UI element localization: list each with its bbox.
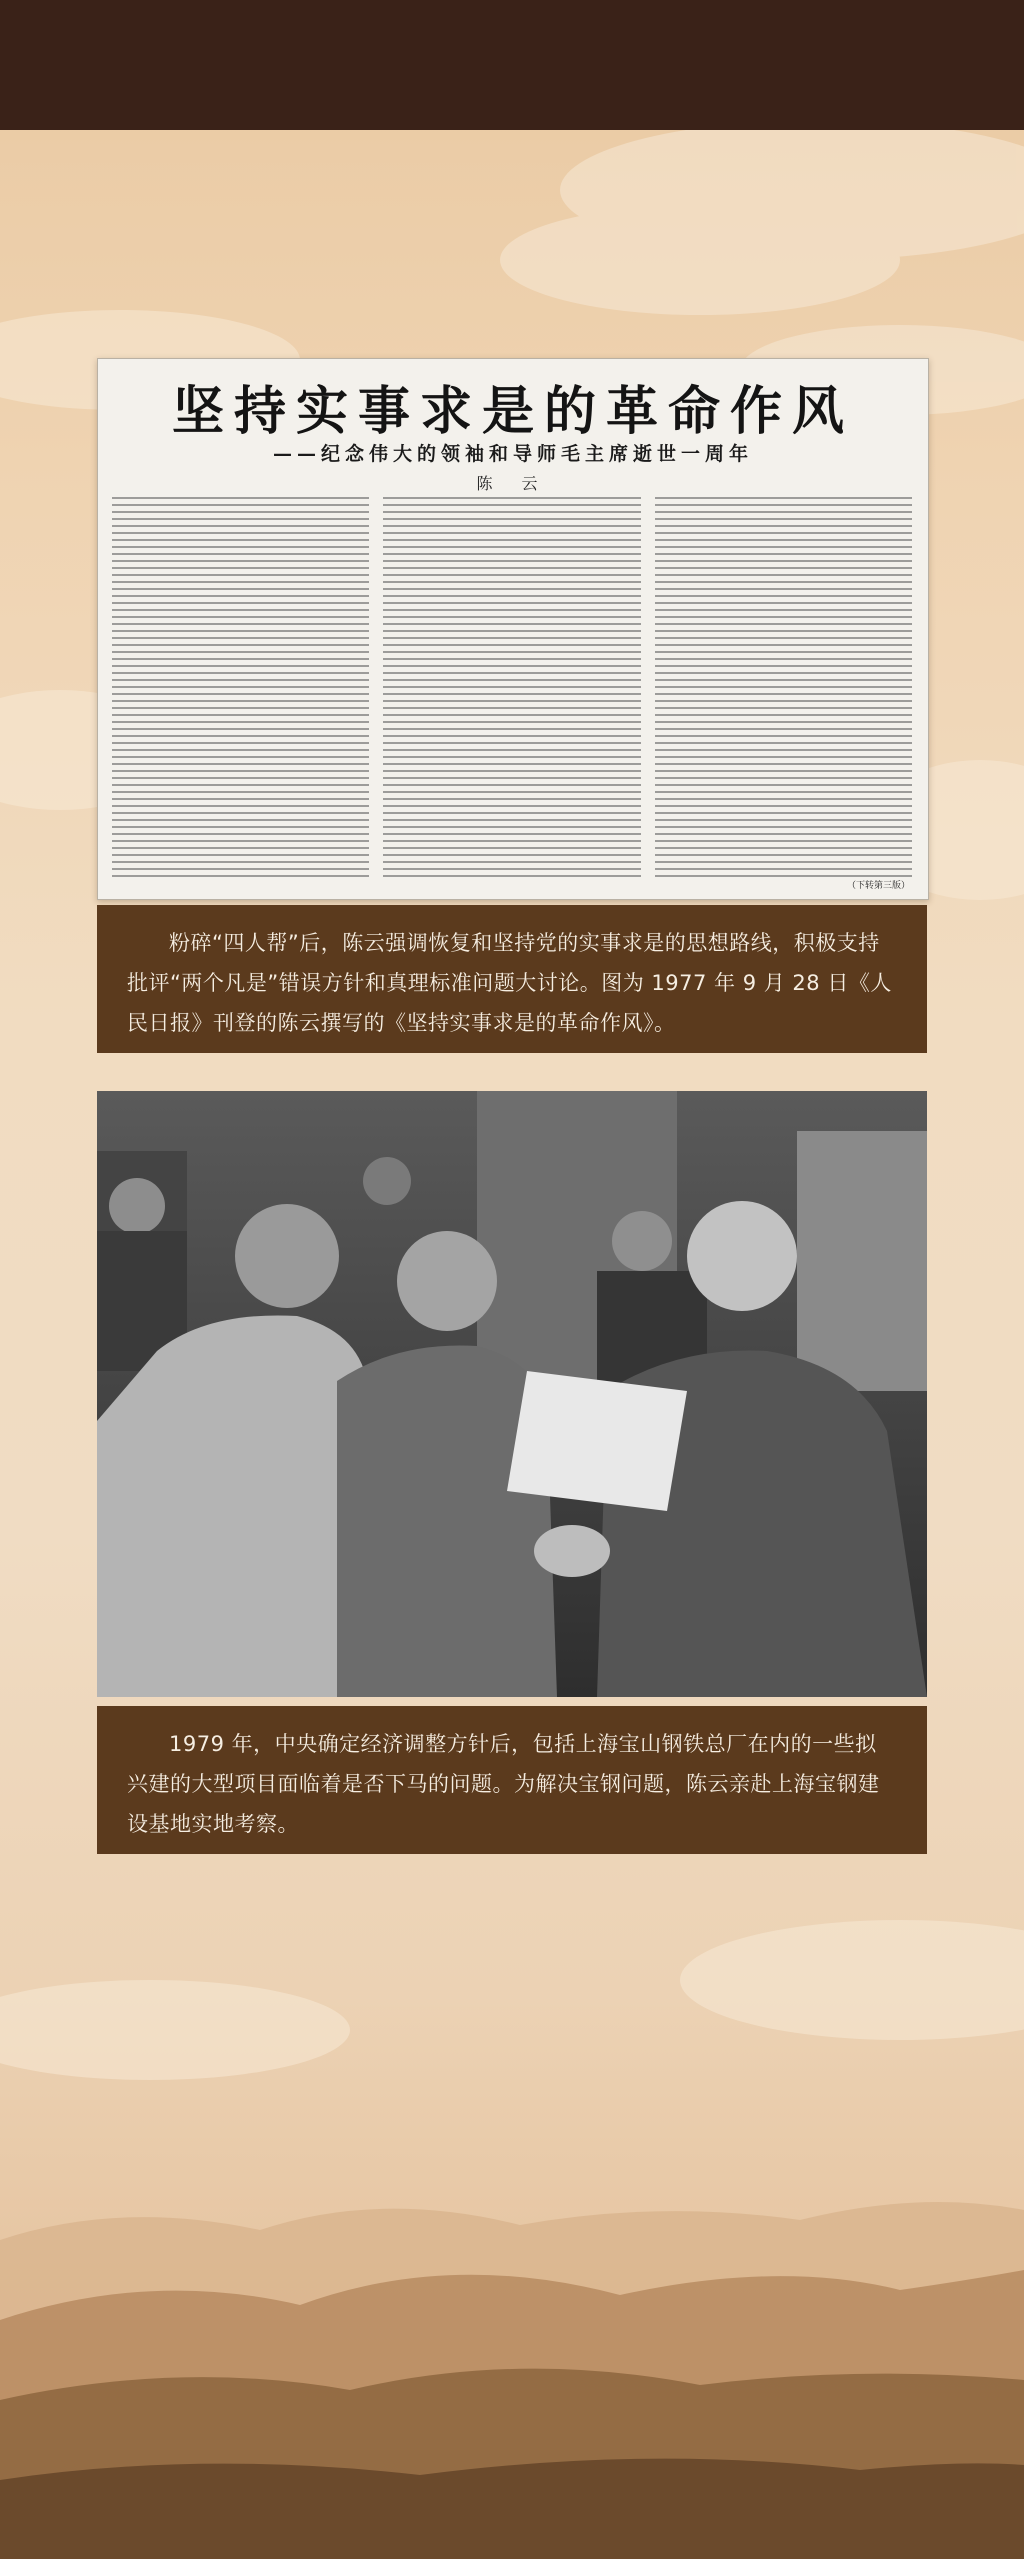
mountain-landscape [0, 2130, 1024, 2559]
historical-photo [97, 1091, 927, 1697]
newspaper-column [383, 497, 640, 877]
caption-text: 1979 年，中央确定经济调整方针后，包括上海宝山钢铁总厂在内的一些拟兴建的大型项目面临着是否下马的问题。为解决宝钢问题，陈云亲赴上海宝钢建设基地实地考察。 [127, 1732, 880, 1836]
caption-text: 粉碎“四人帮”后，陈云强调恢复和坚持党的实事求是的思想路线，积极支持批评“两个凡是”错误方针和真理标准问题大讨论。图为 1977 年 9 月 28 日《人民日报》刊登的陈云撰写的《坚持实事求是的革命作风》。 [127, 931, 892, 1035]
caption-box-newspaper [97, 905, 927, 1053]
newspaper-continued-note: （下转第三版） [846, 881, 910, 891]
top-banner [0, 0, 1024, 130]
newspaper-subtitle: ——纪念伟大的领袖和导师毛主席逝世一周年 [272, 443, 753, 465]
newspaper-column [112, 497, 369, 877]
newspaper-headline: 坚持实事求是的革命作风 [171, 381, 854, 442]
caption-box-baosteel [97, 1706, 927, 1854]
newspaper-body-text [112, 497, 912, 877]
newspaper-author: 陈 云 [476, 474, 550, 493]
newspaper-clipping [97, 358, 929, 900]
newspaper-column [655, 497, 912, 877]
